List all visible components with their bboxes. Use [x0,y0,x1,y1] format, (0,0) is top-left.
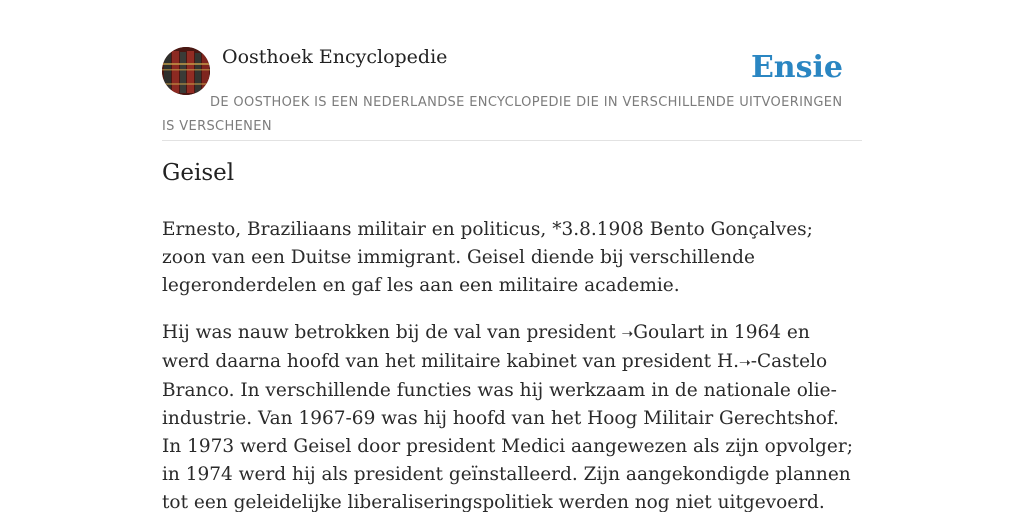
site-tagline: DE OOSTHOEK IS EEN NEDERLANDSE ENCYCLOPEDIE DIE IN VERSCHILLENDE UITVOERINGEN IS VERSCHENEN [162,95,843,134]
avatar[interactable] [162,47,210,95]
cross-reference-arrow-icon: ➝ [621,326,634,342]
brand-logo-link[interactable]: Ensie [750,50,843,85]
article-paragraph [162,319,862,512]
header [162,45,862,141]
site-name[interactable]: Oosthoek Encyclopedie [222,46,448,68]
paragraph-text: Hij was nauw betrokken bij de val van president [162,322,622,343]
cross-reference-link[interactable]: Goulart [633,322,705,343]
cross-reference-link[interactable]: -Castelo Branco [162,351,828,401]
paragraph-text: in 1964 en werd daarna hoofd van het militaire kabinet van president H. [162,322,810,372]
article-paragraph: Ernesto, Braziliaans militair en politicus, *3.8.1908 Bento Gonçalves; zoon van een Duitse immigrant. Geisel diende bij verschillende legeronderdelen en gaf les aan een militaire academie. [162,219,813,296]
article-title: Geisel [162,160,235,186]
paragraph-text: . In verschillende functies was hij werkzaam in de nationale olie-industrie. Van 1967-69 was hij hoofd van het Hoog Militair Gerechtshof. In 1973 werd Geisel door president Medici aangewezen als zijn opvolger; in 1974 werd hij als president geïnstalleerd. Zijn aangekondigde plannen tot een geleidelijke liberaliseringspolitiek werden nog niet uitgevoerd. [162,380,853,512]
cross-reference-arrow-icon: ➝ [739,355,751,371]
article-body [162,216,862,512]
book-spines-avatar-icon [162,47,210,95]
